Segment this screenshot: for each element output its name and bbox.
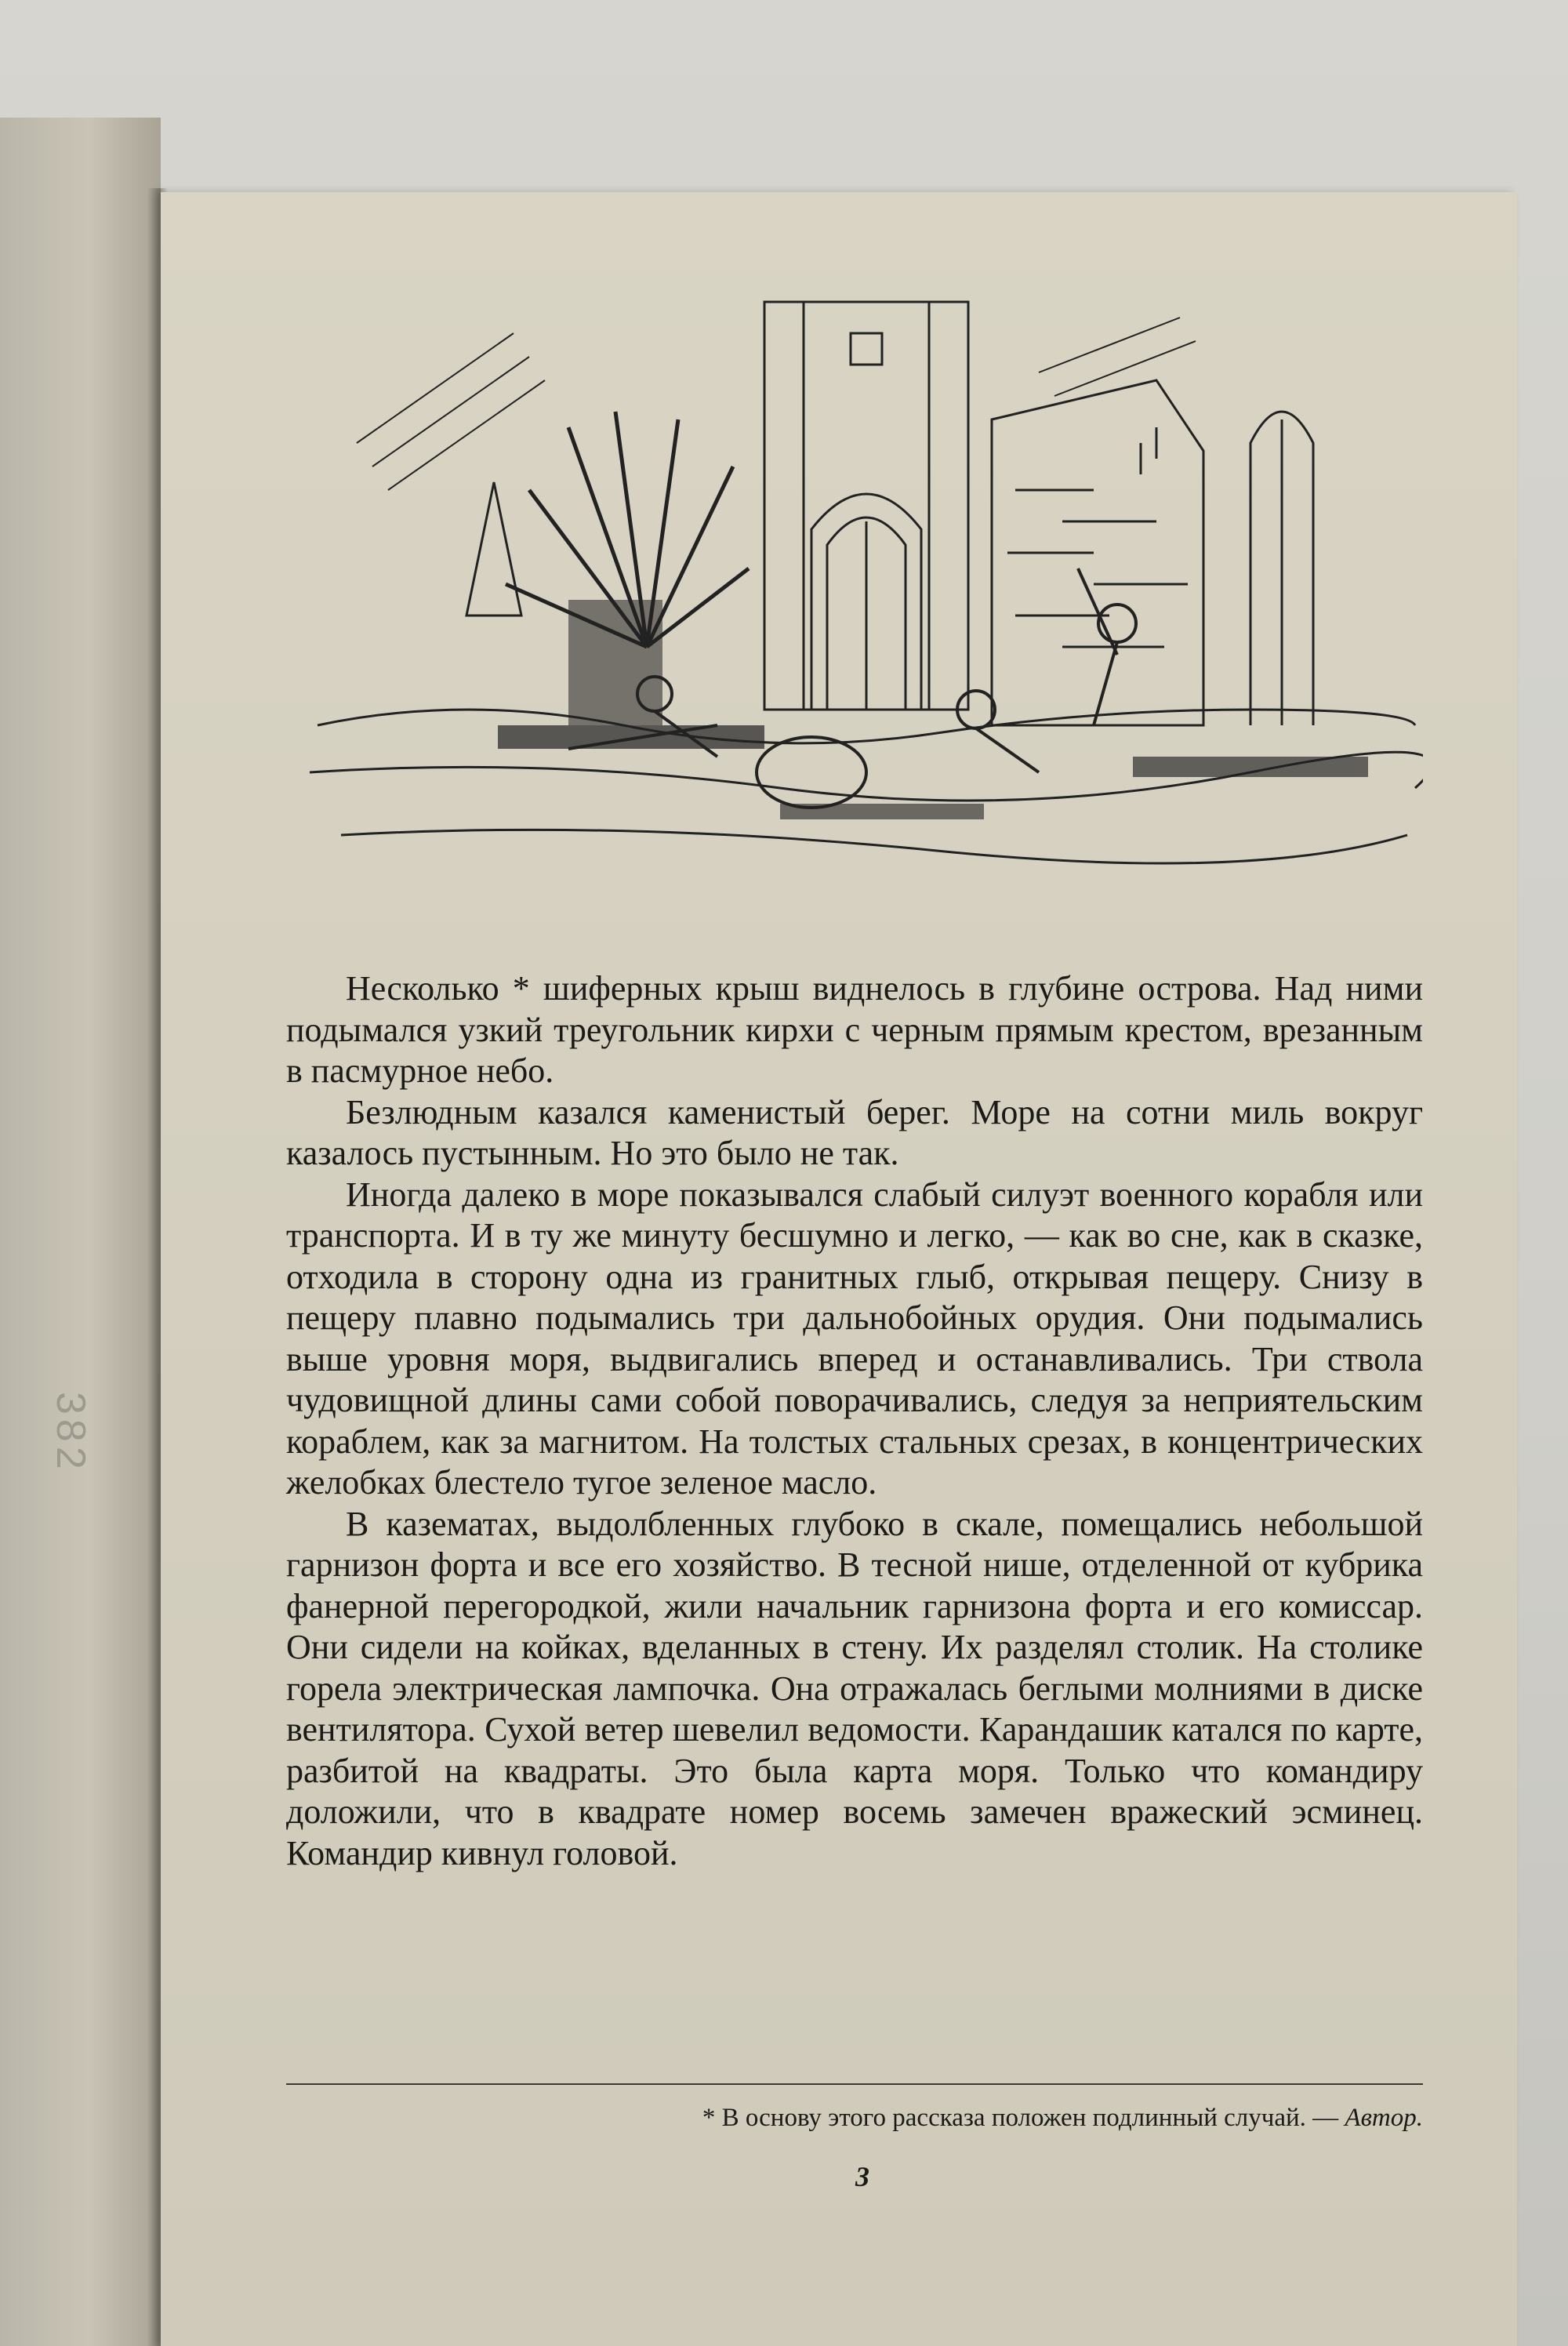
footnote-author: Автор.: [1345, 2104, 1423, 2132]
war-scene-illustration: [310, 286, 1423, 898]
footnote: [341, 2104, 1423, 2133]
facing-page-edge: [0, 118, 161, 2346]
paragraph: Иногда далеко в море показывался слабый силуэт военного корабля или транспорта. И в ту же минуту бесшумно и легко, — как во сне, как в сказке, отходила в сторону одна из гранитных глыб, открывая пещеру. Снизу в пещеру плавно подымались три дальнобойных орудия. Они подымались выше уровня моря, выдвигались вперед и останавливались. Три ствола чудовищной длины сами собой поворачивались, следуя за неприятельским кораблем, как за магнитом. На толстых стальных срезах, в концентрических желобках блестело тугое зеленое масло.: [286, 1175, 1423, 1502]
book-page: [161, 192, 1517, 2346]
body-text: [286, 968, 1423, 1874]
paragraph: Безлюдным казался каменистый берег. Море на сотни миль вокруг казалось пустынным. Но это было не так.: [286, 1092, 1423, 1172]
footnote-text: * В основу этого рассказа положен подлинный случай. —: [702, 2104, 1339, 2132]
paragraph: В казематах, выдолбленных глубоко в скале, помещались небольшой гарнизон форта и все его хозяйство. В тесной нише, отделенной от кубрика фанерной перегородкой, жили начальник гарнизона форта и его комиссар. Они сидели на койках, вделанных в стену. Их разделял столик. На столике горела электрическая лампочка. Она отражалась беглыми молниями в диске вентилятора. Сухой ветер шевелил ведомости. Карандашик катался по карте, разбитой на квадраты. Это была карта моря. Только что командиру доложили, что в квадрате номер восемь замечен вражеский эсминец. Командир кивнул головой.: [286, 1504, 1423, 1872]
paragraph: Несколько * шиферных крыш виднелось в глубине острова. Над ними подымался узкий треугольник кирхи с черным прямым крестом, врезанным в пасмурное небо.: [286, 969, 1423, 1090]
small-spire: [466, 482, 521, 616]
side-stamp: 382: [48, 1392, 93, 1474]
footnote-divider: [286, 2083, 1423, 2085]
page-number: 3: [855, 2161, 869, 2192]
ruined-wall: [992, 380, 1203, 725]
